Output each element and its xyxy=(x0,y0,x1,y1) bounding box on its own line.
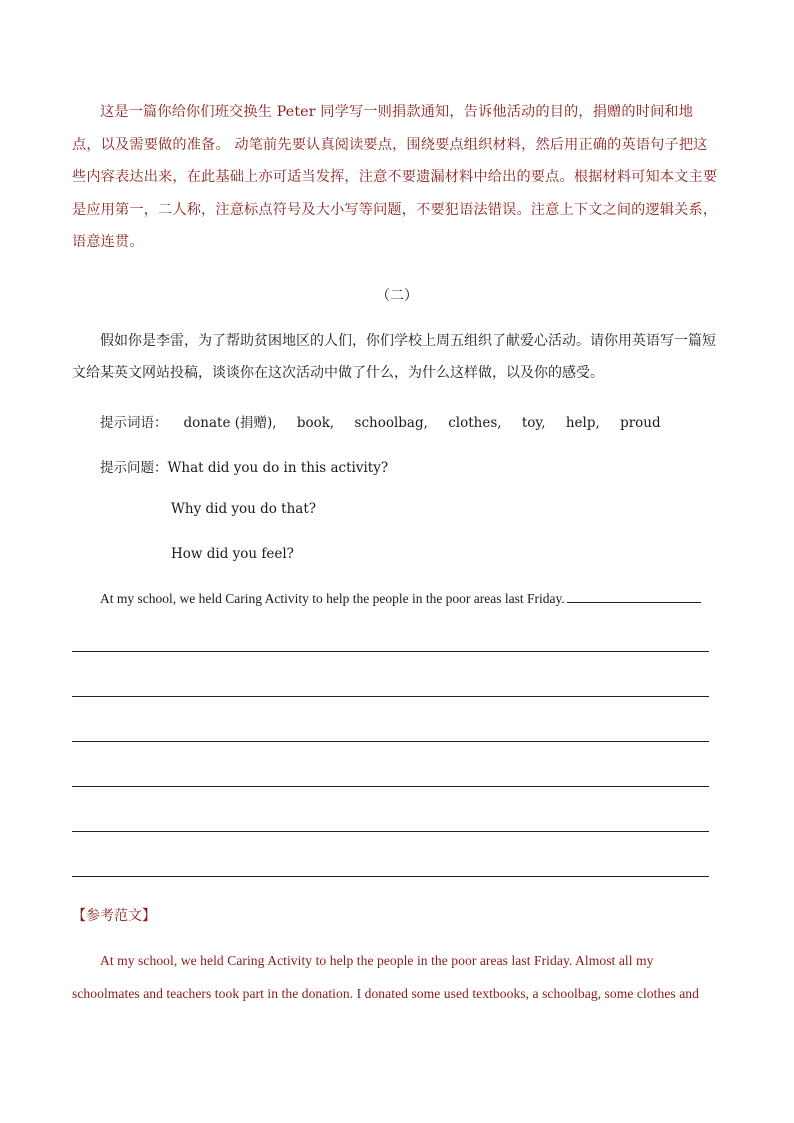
reference-label: 【参考范文】 xyxy=(72,908,156,924)
writing-line[interactable] xyxy=(72,651,709,652)
hint-word: help, xyxy=(565,415,600,431)
hint-questions-row xyxy=(100,456,388,476)
opening-sentence-row xyxy=(100,590,701,607)
hint-question: What did you do in this activity? xyxy=(167,460,389,476)
writing-line[interactable] xyxy=(72,786,709,787)
reference-text: At my school, we held Caring Activity to help the people in the poor areas last Friday. Almost all my schoolmates and teachers took part in the donation. I donated some used textbooks, a schoolbag, some clothes and xyxy=(72,953,699,1001)
hint-word: proud xyxy=(620,415,661,431)
hint-word: book, xyxy=(296,415,335,431)
writing-line[interactable] xyxy=(72,831,709,832)
task-prompt: 假如你是李雷，为了帮助贫困地区的人们，你们学校上周五组织了献爱心活动。请你用英语写一篇短文给某英文网站投稿，谈谈你在这次活动中做了什么，为什么这样做，以及你的感受。 xyxy=(72,333,716,381)
hint-question: How did you feel? xyxy=(171,546,294,562)
writing-line[interactable] xyxy=(72,696,709,697)
hint-word: donate (捐赠), xyxy=(183,415,277,431)
hint-word: toy, xyxy=(521,415,546,431)
analysis-paragraph: 这是一篇你给你们班交换生 Peter 同学写一则捐款通知，告诉他活动的目的，捐赠的时间和地点，以及需要做的准备。 动笔前先要认真阅读要点，围绕要点组织材料，然后用正确的英语句子把这些内容表达出来，在此基础上亦可适当发挥，注意不要遗漏材料中给出的要点。根据材料可知本文主要是应用第一，二人称，注意标点符号及大小写等问题，不要犯语法错误。注意上下文之间的逻辑关系，语意连贯。 xyxy=(72,104,718,250)
hint-question: Why did you do that? xyxy=(171,501,317,517)
hint-questions-label: 提示问题： xyxy=(100,460,168,476)
answer-blank[interactable] xyxy=(567,590,701,603)
hint-words-row xyxy=(100,411,661,431)
opening-sentence: At my school, we held Caring Activity to help the people in the poor areas last Friday. xyxy=(100,591,565,606)
writing-line[interactable] xyxy=(72,876,709,877)
section-title: （二） xyxy=(376,288,418,304)
hint-word: schoolbag, xyxy=(354,415,428,431)
hint-word: clothes, xyxy=(448,415,502,431)
hint-words-label: 提示词语： xyxy=(100,415,168,431)
writing-line[interactable] xyxy=(72,741,709,742)
